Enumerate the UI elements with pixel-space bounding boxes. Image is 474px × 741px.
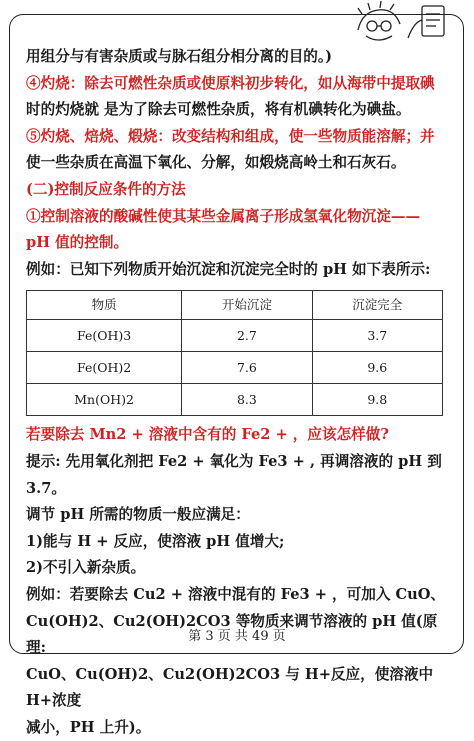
text-line: 减小，PH 上升)。 xyxy=(26,718,151,736)
question-line: 若要除去 Mn2 + 溶液中含有的 Fe2 + ，应该怎样做? xyxy=(26,426,389,444)
table-cell: 8.3 xyxy=(182,384,312,416)
table-header-cell: 沉淀完全 xyxy=(312,291,442,320)
table-cell: 3.7 xyxy=(312,320,442,352)
ph-table xyxy=(26,290,443,416)
cartoon-teacher-icon xyxy=(348,0,456,46)
text-line: Cu(OH)2、Cu2(OH)2CO3 等物质来调节溶液的 pH 值(原理: xyxy=(26,612,438,657)
table-cell: 9.6 xyxy=(312,352,442,384)
text-line-4: ⑤灼烧、焙烧、煅烧：改变结构和组成，使一些物质能溶解；并 xyxy=(26,127,435,145)
table-header-cell: 开始沉淀 xyxy=(182,291,312,320)
text-line-7: ①控制溶液的酸碱性使其某些金属离子形成氢氧化物沉淀—— xyxy=(26,207,421,225)
table-cell: Fe(OH)3 xyxy=(27,320,182,352)
table-header-cell: 物质 xyxy=(27,291,182,320)
hint-line: 提示: 先用氧化剂把 Fe2 + 氧化为 Fe3 + , 再调溶液的 pH 到 3.7。 xyxy=(26,452,442,497)
text-line-3: 时的灼烧就 是为了除去可燃性杂质，将有机碘转化为碘盐。 xyxy=(26,101,411,119)
section-heading: (二)控制反应条件的方法 xyxy=(26,180,186,198)
text-line: 调节 pH 所需的物质一般应满足： xyxy=(26,506,250,524)
table-header-row xyxy=(27,291,443,320)
text-line-2: ④灼烧：除去可燃性杂质或使原料初步转化，如从海带中提取碘 xyxy=(26,74,435,92)
table-cell: 9.8 xyxy=(312,384,442,416)
text-line: 例如：若要除去 Cu2 + 溶液中混有的 Fe3 + ，可加入 CuO、 xyxy=(26,585,446,603)
table-row xyxy=(27,320,443,352)
table-row xyxy=(27,384,443,416)
table-row xyxy=(27,352,443,384)
text-line: CuO、Cu(OH)2、Cu2(OH)2CO3 与 H+反应，使溶液中 H+浓度 xyxy=(26,665,434,710)
table-cell: 2.7 xyxy=(182,320,312,352)
text-line: 1)能与 H + 反应，使溶液 pH 值增大; xyxy=(26,532,285,550)
text-line-9: 例如：已知下列物质开始沉淀和沉淀完全时的 pH 如下表所示: xyxy=(26,260,431,278)
text-line: 2)不引入新杂质。 xyxy=(26,559,146,577)
text-line-8: pH 值的控制。 xyxy=(26,234,129,252)
table-cell: Mn(OH)2 xyxy=(27,384,182,416)
text-line-1: 用组分与有害杂质或与脉石组分相分离的目的。) xyxy=(26,48,333,65)
page-footer: 第 3 页 共 49 页 xyxy=(188,629,286,644)
table-cell: Fe(OH)2 xyxy=(27,352,182,384)
text-line-5: 使一些杂质在高温下氧化、分解，如煅烧高岭土和石灰石。 xyxy=(26,154,406,172)
table-cell: 7.6 xyxy=(182,352,312,384)
